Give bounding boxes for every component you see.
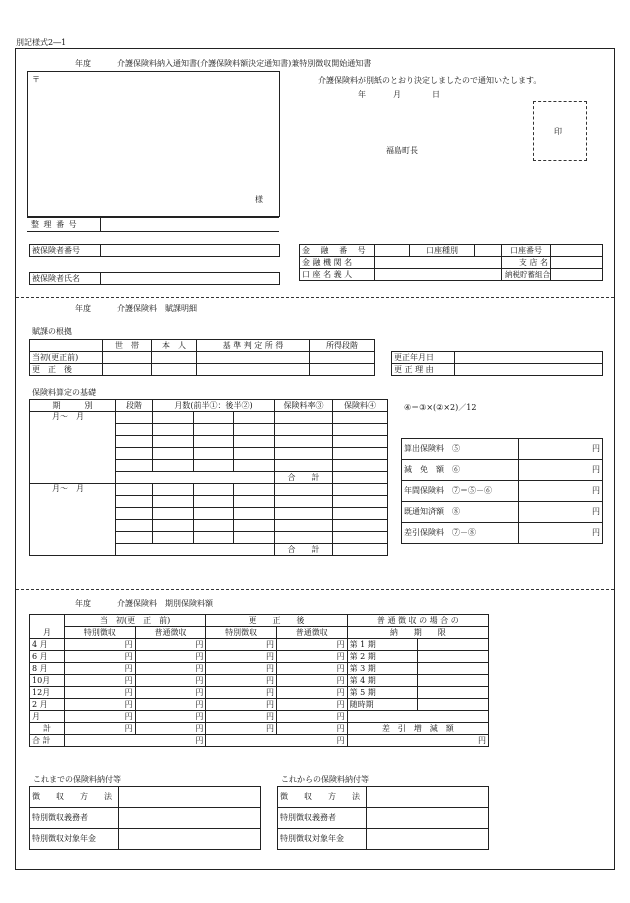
calc-table — [29, 399, 388, 556]
basis-h-stage: 所得段階 — [310, 340, 375, 352]
section3-title: 介護保険料 期別保険料額 — [117, 599, 213, 608]
calc-period-1: 月～ 月 — [30, 412, 116, 484]
insured-number-table — [29, 244, 280, 257]
calc-h-period: 期 別 — [30, 400, 116, 412]
section2-year: 年度 — [75, 304, 91, 313]
installment-row: 2 月 円 円 円 円 随時期 — [30, 699, 489, 711]
summary-unit-0: 円 — [519, 439, 603, 460]
installment-row: 8 月 円 円 円 円 第 3 期 — [30, 663, 489, 675]
summary-table — [401, 438, 603, 544]
calc-h-stage: 段階 — [116, 400, 153, 412]
inst-h-regular-2: 普通徴収 — [276, 627, 347, 639]
inst-h-regular-1: 普通徴収 — [135, 627, 206, 639]
calc-period-2: 月～ 月 — [30, 484, 116, 556]
calc-h-rate: 保険料率③ — [275, 400, 333, 412]
insured-name-table — [29, 272, 280, 285]
basis-row-initial: 当初(更正前) — [30, 352, 103, 364]
inst-period-label: 第 5 期 — [347, 687, 418, 699]
union-field[interactable] — [551, 269, 603, 281]
date-year: 年 — [358, 90, 366, 99]
inst-h-special-1: 特別徴収 — [65, 627, 136, 639]
union-label: 納税貯蓄組合 — [502, 269, 551, 281]
seal-text: 印 — [554, 127, 562, 136]
acct-type-field[interactable] — [475, 245, 502, 257]
date-month: 月 — [393, 90, 401, 99]
inst-period-label: 第 3 期 — [347, 663, 418, 675]
inst-month-label: 2 月 — [30, 699, 65, 711]
divider-2 — [16, 589, 614, 590]
inst-h-revised: 更 正 後 — [206, 615, 347, 627]
date-day: 日 — [432, 90, 440, 99]
inst-month-label: 8 月 — [30, 663, 65, 675]
bank-code-field[interactable] — [375, 245, 410, 257]
summary-label-3: 既通知済額 ⑧ — [402, 502, 519, 523]
notice-title: 介護保険料納入通知書(介護保険料額決定通知書)兼特別徴収開始通知書 — [117, 59, 372, 68]
installment-row: 10月 円 円 円 円 第 4 期 — [30, 675, 489, 687]
bank-name-field[interactable] — [375, 257, 502, 269]
basis-table — [29, 339, 375, 376]
basis-row-revised: 更 正 後 — [30, 364, 103, 376]
insured-name-label: 被保険者氏名 — [30, 273, 101, 285]
inst-h-normal: 普 通 徴 収 の 場 合 の — [347, 615, 488, 627]
inst-diff-label: 差 引 増 減 額 — [347, 723, 488, 735]
revision-date-field[interactable] — [455, 352, 603, 364]
divider-1 — [16, 297, 614, 298]
postal-mark: 〒 — [32, 75, 40, 84]
insured-name-field[interactable] — [101, 273, 280, 285]
past-payments-title: これまでの保険料納付等 — [33, 775, 121, 784]
installment-row: 12月 円 円 円 円 第 5 期 — [30, 687, 489, 699]
bank-name-label: 金 融 機 関 名 — [300, 257, 375, 269]
form-label: 別記様式2―1 — [16, 38, 67, 47]
calc-total-1: 合 計 — [275, 472, 333, 484]
basis-h-income: 基 準 判 定 所 得 — [197, 340, 310, 352]
inst-subtotal-label: 計 — [30, 723, 65, 735]
calc-h-months: 月数(前半①：後半②) — [153, 400, 275, 412]
inst-month-label: 12月 — [30, 687, 65, 699]
header-year-label: 年度 — [75, 59, 91, 68]
summary-unit-3: 円 — [519, 502, 603, 523]
bank-code-label: 金 融 番 号 — [300, 245, 375, 257]
summary-unit-2: 円 — [519, 481, 603, 502]
revision-reason-field[interactable] — [455, 364, 603, 376]
revision-date-label: 更正年月日 — [392, 352, 455, 364]
acct-no-field[interactable] — [551, 245, 603, 257]
notice-text: 介護保険料が別紙のとおり決定しましたので通知いたします。 — [318, 76, 542, 85]
calc-title: 保険料算定の基礎 — [32, 388, 96, 397]
summary-label-0: 算出保険料 ⑤ — [402, 439, 519, 460]
inst-period-label: 第 2 期 — [347, 651, 418, 663]
mayor-name: 福島町長 — [386, 146, 418, 155]
inst-h-special-2: 特別徴収 — [206, 627, 277, 639]
insured-number-field[interactable] — [101, 245, 280, 257]
revision-reason-label: 更 正 理 由 — [392, 364, 455, 376]
acct-no-label: 口座番号 — [502, 245, 551, 257]
inst-h-deadline: 納 期 限 — [347, 627, 488, 639]
summary-label-4: 差引保険料 ⑦－⑧ — [402, 523, 519, 544]
inst-h-month: 月 — [30, 615, 65, 639]
branch-label: 支 店 名 — [502, 257, 551, 269]
inst-month-label: 10月 — [30, 675, 65, 687]
revision-table — [391, 351, 603, 376]
summary-label-1: 減 免 額 ⑥ — [402, 460, 519, 481]
installment-row: 月 円 円 円 円 — [30, 711, 489, 723]
past-payments-table: 徴 収 方 法 特別徴収義務者 特別徴収対象年金 — [29, 786, 261, 850]
address-box — [27, 71, 280, 217]
future-payments-table: 徴 収 方 法 特別徴収義務者 特別徴収対象年金 — [277, 786, 489, 850]
inst-h-initial: 当 初(更 正 前) — [65, 615, 206, 627]
summary-unit-1: 円 — [519, 460, 603, 481]
section3-year: 年度 — [75, 599, 91, 608]
installment-row: 4 月 円 円 円 円 第 1 期 — [30, 639, 489, 651]
inst-month-label: 6 月 — [30, 651, 65, 663]
summary-label-2: 年間保険料 ⑦＝⑤－⑥ — [402, 481, 519, 502]
installment-table: 月 当 初(更 正 前) 更 正 後 普 通 徴 収 の 場 合 の 特別徴収 普通徴収 特別徴収 普通徴収 納 期 限 4 月 円 円 円 円 第 1 期 6 月 円 円 円 円 第 2 期 8 月 円 円 円 円 第 3 期 10月 円 円 円 円 第 4 期 12月 円 円 円 円 第 5 期 2 月 円 円 円 円 随時期 月 円 円 円 円 計 円 円 円 円 差 引 増 減 額 合 計 円 円 円 — [29, 614, 489, 747]
holder-field[interactable] — [375, 269, 502, 281]
future-payments-title: これからの保険料納付等 — [281, 775, 369, 784]
acct-type-label: 口座種別 — [410, 245, 475, 257]
inst-period-label: 第 1 期 — [347, 639, 418, 651]
calc-h-premium: 保険料④ — [333, 400, 388, 412]
basis-h-household: 世 帯 — [103, 340, 152, 352]
installment-row: 6 月 円 円 円 円 第 2 期 — [30, 651, 489, 663]
inst-period-label: 第 4 期 — [347, 675, 418, 687]
branch-field[interactable] — [551, 257, 603, 269]
inst-month-label: 月 — [30, 711, 65, 723]
formula: ④＝③×(②×2)／12 — [404, 403, 477, 412]
basis-h-person: 本 人 — [152, 340, 197, 352]
ref-number-label: 整 理 番 号 — [31, 220, 78, 229]
inst-period-label: 随時期 — [347, 699, 418, 711]
inst-grand-total-label: 合 計 — [30, 735, 65, 747]
insured-number-label: 被保険者番号 — [30, 245, 101, 257]
section2-title: 介護保険料 賦課明細 — [117, 304, 197, 313]
calc-total-2: 合 計 — [275, 544, 333, 556]
basis-title: 賦課の根拠 — [32, 327, 72, 336]
honorific: 様 — [255, 195, 263, 204]
summary-unit-4: 円 — [519, 523, 603, 544]
bank-table — [299, 244, 603, 281]
inst-month-label: 4 月 — [30, 639, 65, 651]
holder-label: 口 座 名 義 人 — [300, 269, 375, 281]
